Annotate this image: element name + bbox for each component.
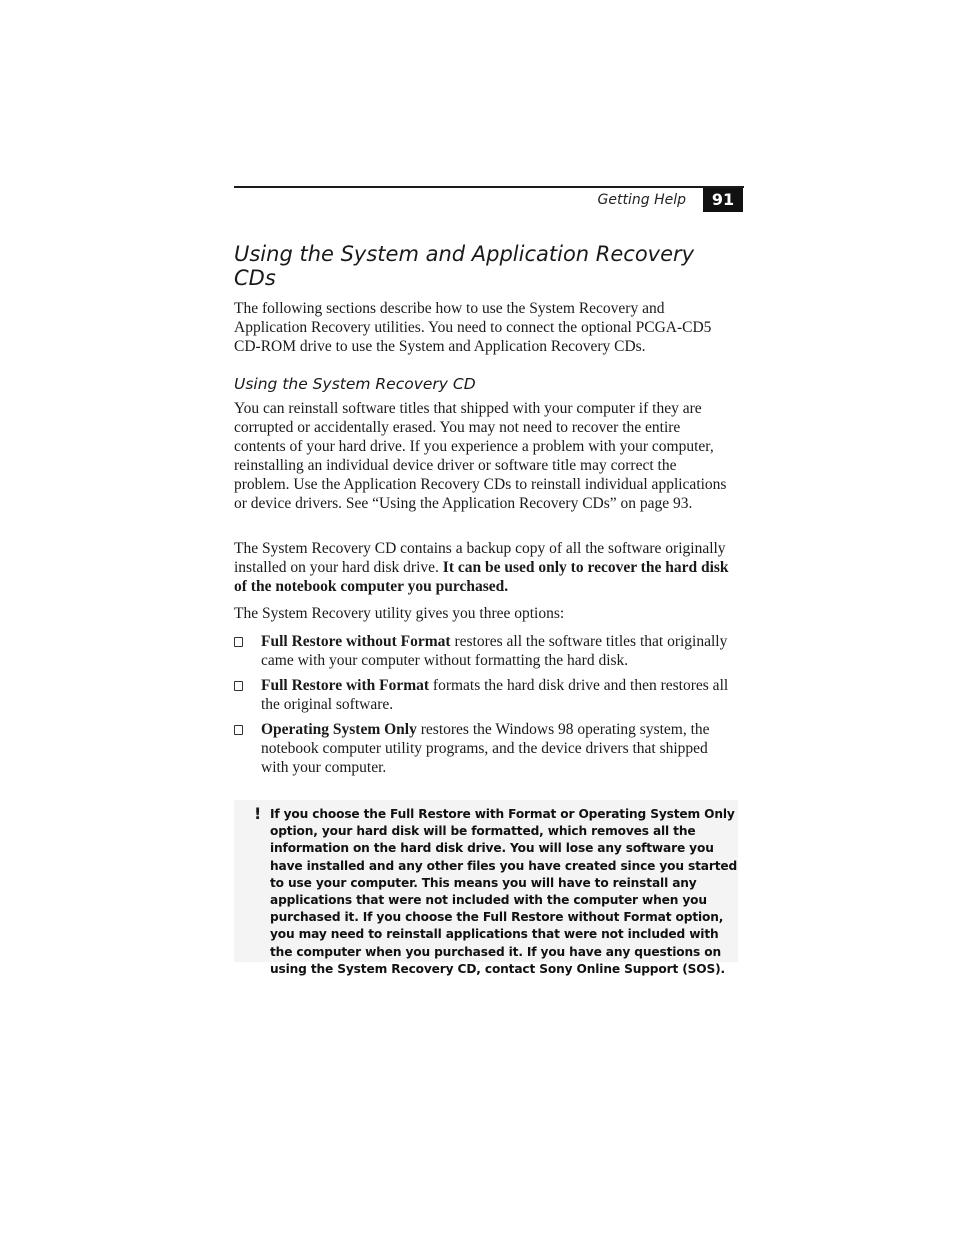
option-description: restores all the software titles that originally came with your computer without formatting the hard disk. xyxy=(261,633,728,669)
intro-paragraph: The following sections describe how to use the System Recovery and Application Recovery utilities. You need to connect the optional PCGA-CD5 CD-ROM drive to use the System and Application Recovery CDs. xyxy=(234,300,712,355)
backup-text: The System Recovery CD contains a backup copy of all the software originally installed on your hard disk drive. xyxy=(234,540,726,576)
subsection-title: Using the System Recovery CD xyxy=(234,375,476,393)
backup-paragraph xyxy=(234,539,734,596)
backup-emphasis: It can be used only to recover the hard disk of the notebook computer you purchased. xyxy=(234,559,729,595)
options-intro: The System Recovery utility gives you three options: xyxy=(234,605,565,622)
page-number-badge: 91 xyxy=(703,188,743,212)
checkbox-bullet-icon xyxy=(234,681,243,691)
running-head: Getting Help xyxy=(597,192,686,208)
list-item xyxy=(234,632,734,670)
list-item xyxy=(234,720,734,777)
option-name: Operating System Only xyxy=(261,721,417,738)
option-description: formats the hard disk drive and then restores all the original software. xyxy=(261,677,729,713)
list-item xyxy=(234,676,734,714)
section-title: Using the System and Application Recovery CDs xyxy=(234,242,695,290)
option-description: restores the Windows 98 operating system, the notebook computer utility programs, and the device drivers that shipped with your computer. xyxy=(261,721,710,776)
option-name: Full Restore with Format xyxy=(261,677,430,694)
checkbox-bullet-icon xyxy=(234,637,243,647)
reinstall-paragraph: You can reinstall software titles that shipped with your computer if they are corrupted or accidentally erased. You may not need to recover the entire contents of your hard drive. If you experience a problem with your computer, reinstalling an individual device driver or software title may correct the problem. Use the Application Recovery CDs to reinstall individual applications or device drivers. See “Using the Application Recovery CDs” on page 93. xyxy=(234,400,727,512)
header-rule xyxy=(234,186,744,188)
option-name: Full Restore without Format xyxy=(261,633,451,650)
warning-note-text: If you choose the Full Restore with Format or Operating System Only option, your hard disk will be formatted, which removes all the information on the hard disk drive. You will lose any software you have installed and any other files you have created since you started to use your computer. This means you will have to reinstall any applications that were not included with the computer when you purchased it. If you choose the Full Restore without Format option, you may need to reinstall applications that were not included with the computer when you purchased it. If you have any questions on using the System Recovery CD, contact Sony Online Support (SOS). xyxy=(270,807,738,976)
exclamation-icon: ! xyxy=(254,804,262,823)
options-list xyxy=(234,632,734,783)
checkbox-bullet-icon xyxy=(234,725,243,735)
